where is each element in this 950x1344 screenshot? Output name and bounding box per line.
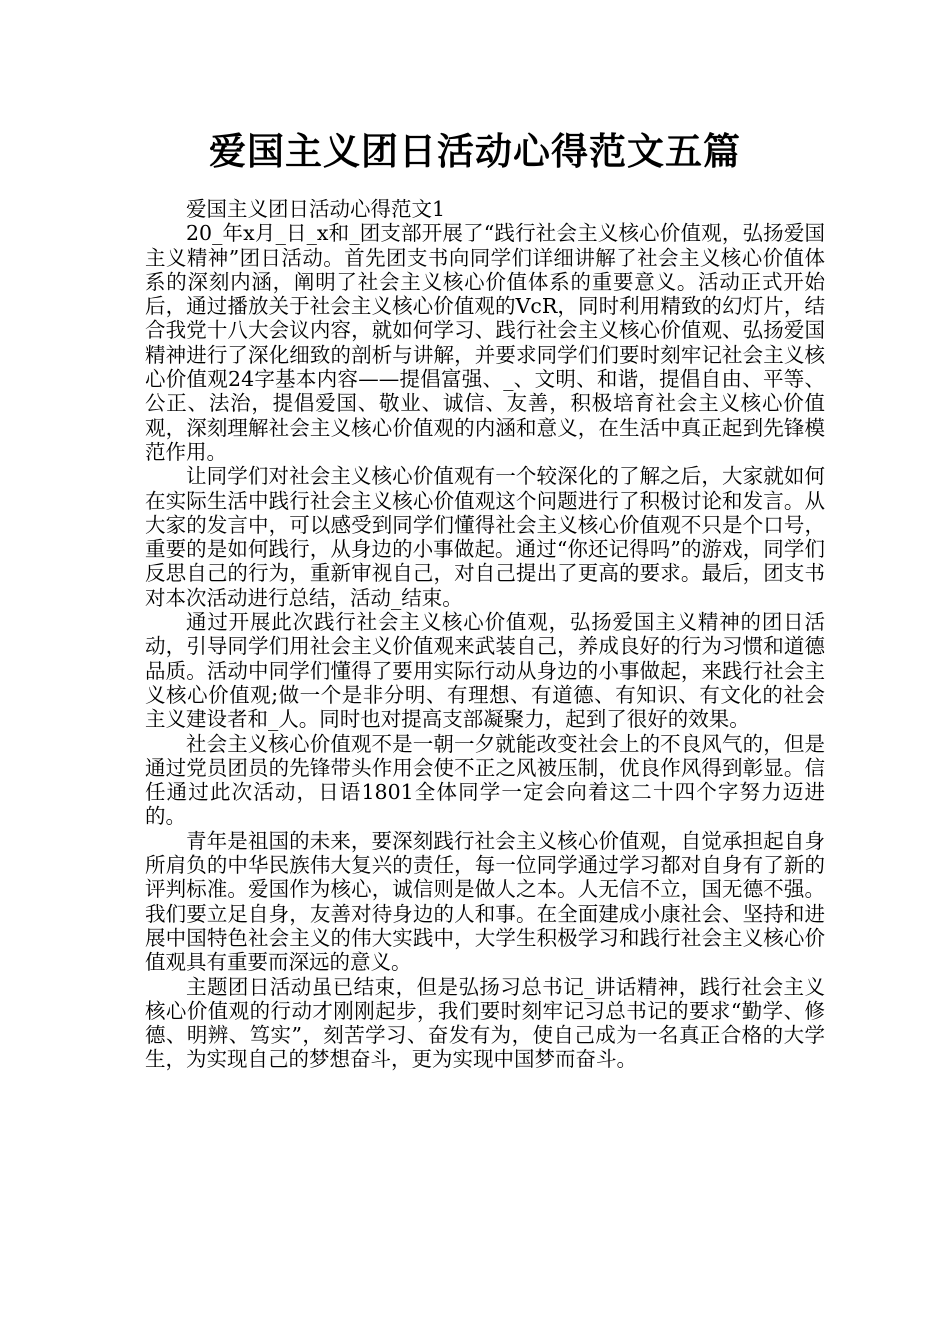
- paragraph: 通过开展此次践行社会主义核心价值观，弘扬爱国主义精神的团日活动，引导同学们用社会主义价值观来武装自己，养成良好的行为习惯和道德品质。活动中同学们懂得了要用实际行动从身边的小事做起，来践行社会主义核心价值观;做一个是非分明、有理想、有道德、有知识、有文化的社会主义建设者和_人。同时也对提高支部凝聚力，起到了很好的效果。: [145, 610, 825, 732]
- paragraph: 20_年x月_日_x和_团支部开展了“践行社会主义核心价值观，弘扬爱国主义精神”团日活动。首先团支书向同学们详细讲解了社会主义核心价值体系的深刻内涵，阐明了社会主义核心价值体系的重要意义。活动正式开始后，通过播放关于社会主义核心价值观的VcR，同时利用精致的幻灯片，结合我党十八大会议内容，就如何学习、践行社会主义核心价值观、弘扬爱国精神进行了深化细致的剖析与讲解，并要求同学们们要时刻牢记社会主义核心价值观24字基本内容——提倡富强、_、文明、和谐，提倡自由、平等、公正、法治，提倡爱国、敬业、诚信、友善，积极培育社会主义核心价值观，深刻理解社会主义核心价值观的内涵和意义，在生活中真正起到先锋模范作用。: [145, 221, 825, 464]
- document-body: [145, 197, 825, 1072]
- paragraph: 社会主义核心价值观不是一朝一夕就能改变社会上的不良风气的，但是通过党员团员的先锋带头作用会使不正之风被压制，优良作风得到彰显。信任通过此次活动，日语1801全体同学一定会向着这二十四个字努力迈进的。: [145, 731, 825, 829]
- paragraph: 青年是祖国的未来，要深刻践行社会主义核心价值观，自觉承担起自身所肩负的中华民族伟大复兴的责任，每一位同学通过学习都对自身有了新的评判标准。爱国作为核心，诚信则是做人之本。人无信不立，国无德不强。我们要立足自身，友善对待身边的人和事。在全面建成小康社会、坚持和进展中国特色社会主义的伟大实践中，大学生积极学习和践行社会主义核心价值观具有重要而深远的意义。: [145, 828, 825, 975]
- paragraph: 主题团日活动虽已结束，但是弘扬习总书记_讲话精神，践行社会主义核心价值观的行动才刚刚起步，我们要时刻牢记习总书记的要求“勤学、修德、明辨、笃实”，刻苦学习、奋发有为，使自己成为一名真正合格的大学生，为实现自己的梦想奋斗，更为实现中国梦而奋斗。: [145, 974, 825, 1072]
- paragraph: 让同学们对社会主义核心价值观有一个较深化的了解之后，大家就如何在实际生活中践行社会主义核心价值观这个问题进行了积极讨论和发言。从大家的发言中，可以感受到同学们懂得社会主义核心价值观不只是个口号，重要的是如何践行，从身边的小事做起。通过“你还记得吗”的游戏，同学们反思自己的行为，重新审视自己，对自己提出了更高的要求。最后，团支书对本次活动进行总结，活动_结束。: [145, 464, 825, 610]
- document-title: 爱国主义团日活动心得范文五篇: [209, 130, 741, 173]
- section-heading: 爱国主义团日活动心得范文1: [186, 197, 446, 221]
